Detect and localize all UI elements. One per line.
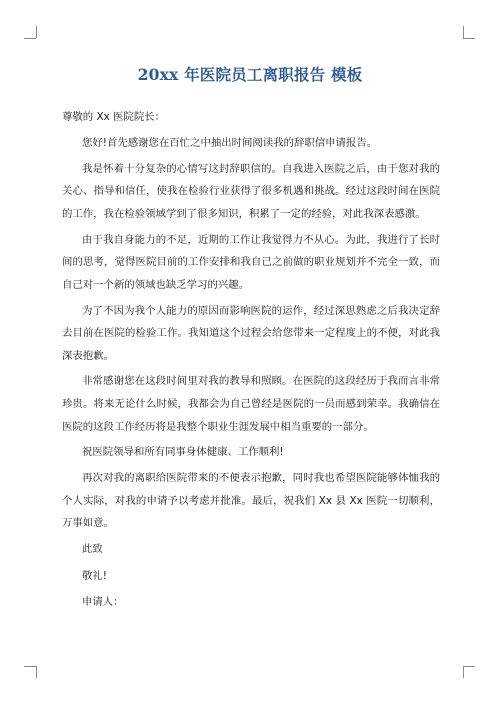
crop-mark-top-right-h: [463, 38, 475, 39]
document-title: 20xx 年医院员工离职报告 模板: [137, 65, 363, 84]
crop-mark-bottom-left-h: [24, 666, 36, 667]
paragraph: 祝医院领导和所有同事身体健康、工作顺利!: [82, 446, 284, 459]
crop-mark-bottom-left-v: [36, 666, 37, 678]
crop-mark-top-right-v: [463, 26, 464, 38]
letter-body: [62, 106, 440, 618]
closing-salute: 敬礼!: [82, 569, 107, 582]
crop-mark-top-left-h: [24, 38, 36, 39]
paragraph: 非常感谢您在这段时间里对我的教导和照顾。在医院的这段经历于我而言非常珍贵。将来无论什么时候，我都会为自己曾经是医院的一员而感到荣幸。我确信在医院的这段工作经历将是我整个职业生涯发展中相当重要的一部分。: [62, 375, 440, 433]
applicant-label: 申请人：: [82, 596, 124, 609]
crop-mark-bottom-right-v: [463, 666, 464, 678]
paragraph: 为了不因为我个人能力的原因而影响医院的运作，经过深思熟虑之后我决定辞去目前在医院的检验工作。我知道这个过程会给您带来一定程度上的不便，对此我深表抱歉。: [62, 304, 440, 362]
closing-line: 此致: [82, 543, 103, 556]
salutation: 尊敬的 Xx 医院院长：: [62, 111, 165, 123]
paragraph: 您好!首先感谢您在百忙之中抽出时间阅读我的辞职信申请报告。: [82, 136, 378, 149]
crop-mark-bottom-right-h: [463, 666, 475, 667]
paragraph: 由于我自身能力的不足，近期的工作让我觉得力不从心。为此，我进行了长时间的思考，觉得医院目前的工作安排和我自己之前做的职业规划并不完全一致，而自己对一个新的领域也缺乏学习的兴趣。: [62, 233, 440, 291]
crop-mark-top-left-v: [36, 26, 37, 38]
paragraph: 再次对我的离职给医院带来的不便表示抱歉，同时我也希望医院能够体恤我的个人实际，对我的申请予以考虑并批准。最后，祝我们 Xx 县 Xx 医院一切顺利，万事如意。: [62, 472, 440, 530]
paragraph: 我是怀着十分复杂的心情写这封辞职信的。自我进入医院之后，由于您对我的关心、指导和信任，使我在检验行业获得了很多机遇和挑战。经过这段时间在医院的工作，我在检验领域学到了很多知识，积累了一定的经验，对此我深表感激。: [62, 162, 440, 220]
